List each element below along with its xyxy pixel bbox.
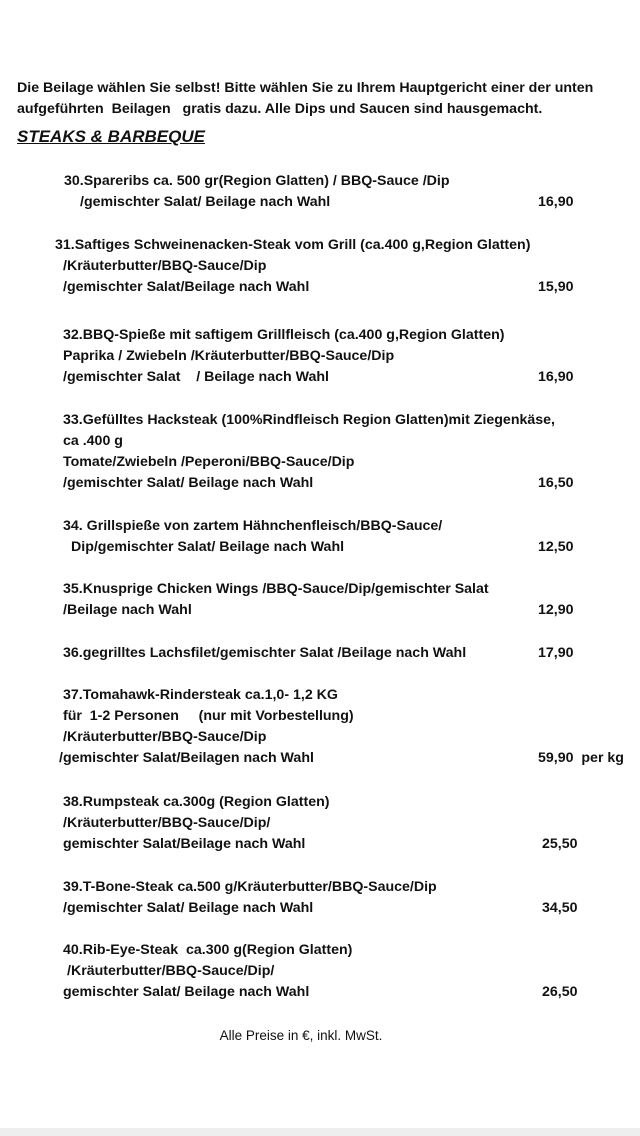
menu-item-line: Paprika / Zwiebeln /Kräuterbutter/BBQ-Sauce/Dip: [63, 348, 395, 364]
menu-item-price: 16,90: [538, 194, 574, 210]
menu-item-line: /gemischter Salat/ Beilage nach Wahl: [63, 900, 314, 916]
intro-line-2: aufgeführten Beilagen gratis dazu. Alle Dips und Saucen sind hausgemacht.: [17, 101, 543, 117]
menu-item-price: 17,90: [538, 645, 574, 661]
menu-item-line: Tomate/Zwiebeln /Peperoni/BBQ-Sauce/Dip: [63, 454, 355, 470]
menu-item-price: 15,90: [538, 279, 574, 295]
menu-item-line: /gemischter Salat/Beilagen nach Wahl: [59, 750, 314, 766]
menu-item-line: 36.gegrilltes Lachsfilet/gemischter Salat /Beilage nach Wahl: [63, 645, 467, 661]
menu-item-line: 33.Gefülltes Hacksteak (100%Rindfleisch Region Glatten)mit Ziegenkäse,: [63, 412, 555, 428]
menu-item-line: für 1-2 Personen (nur mit Vorbestellung): [63, 708, 354, 724]
menu-item-line: gemischter Salat/Beilage nach Wahl: [63, 836, 306, 852]
menu-item-line: /gemischter Salat/Beilage nach Wahl: [63, 279, 310, 295]
bottom-edge: [0, 1128, 640, 1136]
menu-item-line: 39.T-Bone-Steak ca.500 g/Kräuterbutter/BBQ-Sauce/Dip: [63, 879, 437, 895]
menu-item-line: 35.Knusprige Chicken Wings /BBQ-Sauce/Dip/gemischter Salat: [63, 581, 489, 597]
menu-item-line: /gemischter Salat/ Beilage nach Wahl: [63, 475, 314, 491]
menu-item-line: /Kräuterbutter/BBQ-Sauce/Dip: [63, 729, 267, 745]
menu-item-line: /Kräuterbutter/BBQ-Sauce/Dip: [63, 258, 267, 274]
intro-line-1: Die Beilage wählen Sie selbst! Bitte wählen Sie zu Ihrem Hauptgericht einer der unten: [17, 80, 594, 96]
menu-item-line: 38.Rumpsteak ca.300g (Region Glatten): [63, 794, 330, 810]
menu-item-line: /gemischter Salat / Beilage nach Wahl: [63, 369, 329, 385]
menu-item-line: /Beilage nach Wahl: [63, 602, 192, 618]
menu-item-price: 12,90: [538, 602, 574, 618]
menu-item-line: /Kräuterbutter/BBQ-Sauce/Dip/: [67, 963, 275, 979]
menu-item-line: Dip/gemischter Salat/ Beilage nach Wahl: [71, 539, 345, 555]
price-footnote: Alle Preise in €, inkl. MwSt.: [219, 1028, 383, 1043]
menu-item-price: 34,50: [542, 900, 578, 916]
section-title: STEAKS & BARBEQUE: [17, 127, 205, 146]
menu-item-line: 32.BBQ-Spieße mit saftigem Grillfleisch (ca.400 g,Region Glatten): [63, 327, 505, 343]
menu-item-price: 26,50: [542, 984, 578, 1000]
menu-item-price: 25,50: [542, 836, 578, 852]
menu-item-line: 40.Rib-Eye-Steak ca.300 g(Region Glatten): [63, 942, 353, 958]
menu-item-line: 30.Spareribs ca. 500 gr(Region Glatten) / BBQ-Sauce /Dip: [64, 173, 450, 189]
menu-item-line: /Kräuterbutter/BBQ-Sauce/Dip/: [63, 815, 271, 831]
menu-item-line: 31.Saftiges Schweinenacken-Steak vom Grill (ca.400 g,Region Glatten): [55, 237, 531, 253]
intro-text: [17, 78, 637, 120]
menu-item-line: ca .400 g: [63, 433, 123, 449]
menu-item-price: 59,90 per kg: [538, 750, 624, 766]
menu-item-price: 16,90: [538, 369, 574, 385]
menu-item-line: gemischter Salat/ Beilage nach Wahl: [63, 984, 310, 1000]
menu-item-line: 37.Tomahawk-Rindersteak ca.1,0- 1,2 KG: [63, 687, 338, 703]
menu-item-price: 16,50: [538, 475, 574, 491]
menu-item-line: /gemischter Salat/ Beilage nach Wahl: [80, 194, 331, 210]
menu-item-price: 12,50: [538, 539, 574, 555]
menu-item-line: 34. Grillspieße von zartem Hähnchenfleisch/BBQ-Sauce/: [63, 518, 443, 534]
